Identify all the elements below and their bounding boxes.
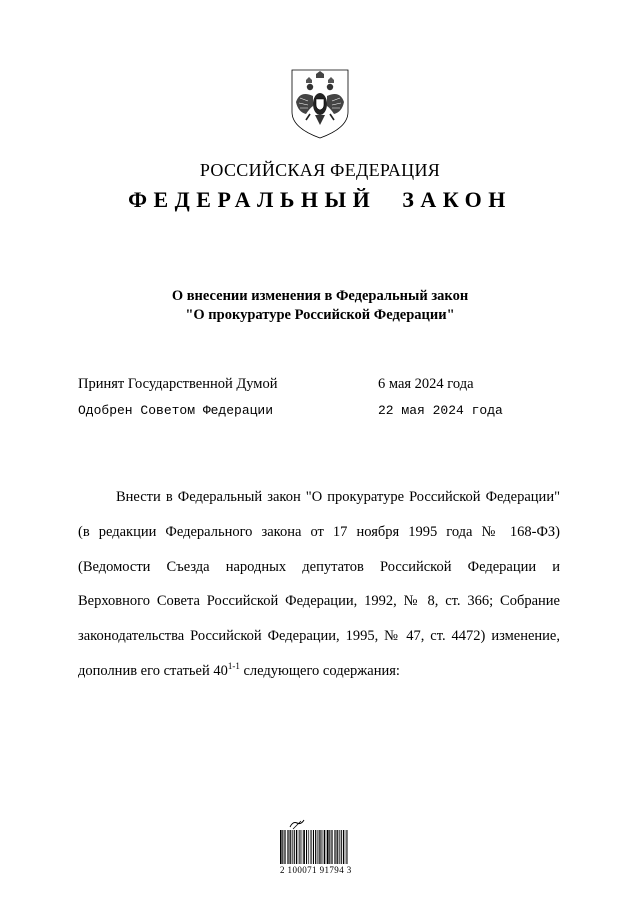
barcode-bar [341, 830, 342, 864]
barcode-bar [326, 830, 327, 864]
barcode-bar [329, 830, 330, 864]
article-superscript: 1-1 [227, 661, 240, 672]
body-paragraph [78, 480, 560, 689]
country-name: РОССИЙСКАЯ ФЕДЕРАЦИЯ [199, 160, 441, 180]
barcode-bar [324, 830, 325, 864]
document-type-heading: ФЕДЕРАЛЬНЫЙ ЗАКОН [128, 187, 512, 212]
law-title-line-1: О внесении изменения в Федеральный закон [171, 288, 469, 304]
adopted-label: Принят Государственной Думой [78, 376, 278, 392]
barcode-bar [323, 830, 324, 864]
barcode-bar [294, 830, 295, 864]
barcode-bar [296, 830, 297, 864]
barcode-bar [284, 830, 285, 864]
barcode-bars [280, 830, 350, 864]
barcode-bar [346, 830, 347, 864]
barcode-bar [280, 830, 282, 864]
barcode-bar [302, 830, 303, 864]
barcode-bar [287, 830, 288, 864]
double-headed-eagle-icon [288, 68, 352, 140]
barcode-bar [290, 830, 291, 864]
barcode-bar [335, 830, 336, 864]
document-barcode [280, 818, 370, 878]
barcode-bar [285, 830, 286, 864]
barcode-bar [308, 830, 309, 864]
barcode-bar [337, 830, 338, 864]
barcode-bar [343, 830, 344, 864]
barcode-bar [303, 830, 305, 864]
barcode-bar [319, 830, 320, 864]
barcode-bar [298, 830, 299, 864]
barcode-bar [332, 830, 333, 864]
barcode-bar [320, 830, 321, 864]
adopted-date: 6 мая 2024 года [378, 376, 474, 392]
barcode-bar [310, 830, 311, 864]
law-title [0, 287, 640, 325]
barcode-bar [306, 830, 307, 864]
barcode-bar [334, 830, 335, 864]
barcode-number: 2 100071 91794 3 [280, 865, 352, 875]
barcode-bar [288, 830, 289, 864]
barcode-bar [292, 830, 293, 864]
body-paragraph-end: следующего содержания: [239, 662, 400, 679]
law-title-line-2: "О прокуратуре Российской Федерации" [185, 307, 455, 323]
barcode-bar [339, 830, 340, 864]
barcode-bar [331, 830, 332, 864]
barcode-bar [282, 830, 283, 864]
approved-label: Одобрен Советом Федерации [78, 403, 274, 418]
body-paragraph-main: Внести в Федеральный закон "О прокуратуре Российской Федерации" (в редакции Федерального закона от 17 ноября 1995 года № 168-ФЗ) (Ведомости Съезда народных депутатов Российской Федерации и Верховного Совета Российской Федерации, 1992, № 8, ст. 366; Собрание законодательства Российской Федерации, 1995, № 47, ст. 4472) изменение, дополнив его статьей 40 [78, 489, 560, 679]
approved-date: 22 мая 2024 года [378, 403, 503, 418]
barcode-bar [345, 830, 346, 864]
barcode-bar [311, 830, 312, 864]
barcode-bar [299, 830, 300, 864]
barcode-bar [317, 830, 318, 864]
registry-mark-icon [288, 818, 306, 830]
barcode-graphic [280, 830, 350, 864]
coat-of-arms-emblem [288, 68, 352, 140]
barcode-bar [313, 830, 314, 864]
barcode-bar [315, 830, 316, 864]
barcode-bar [327, 830, 329, 864]
